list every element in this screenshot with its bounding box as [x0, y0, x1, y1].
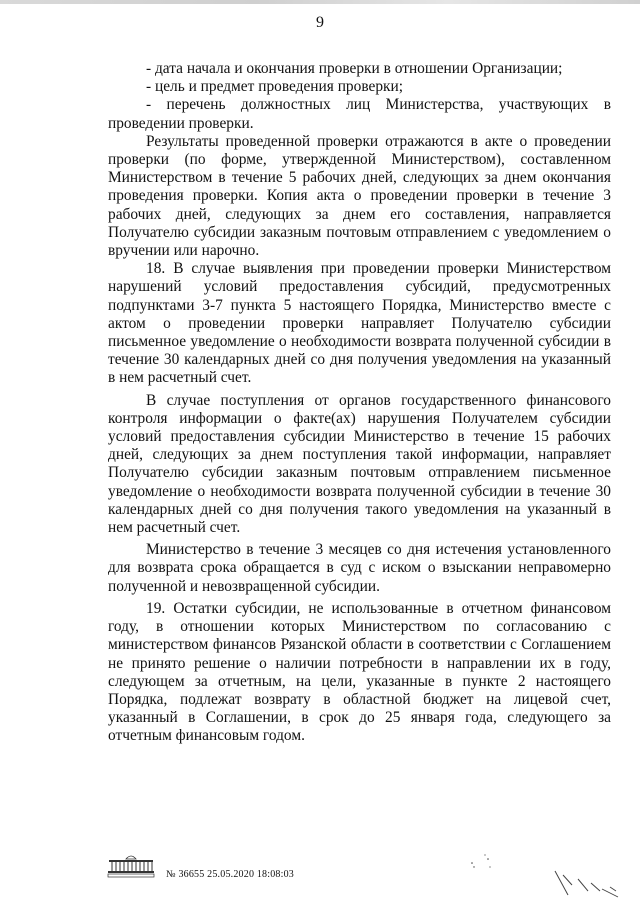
paragraph-financial-control: В случае поступления от органов государственного финансового контроля информации о факте(ах) нарушения Получателем субсидии условий предоставления субсидии Министерство в течение 15 рабочих дней, следующих за днем поступления такой информации, направляет Получателю субсидии заказным почтовым отправлением письменное уведомление о необходимости возврата полученной субсидии в течение 30 календарных дней со дня получения такого уведомления на указанный в нем расчетный счет. — [108, 391, 611, 537]
scan-edge — [0, 0, 640, 4]
list-item-officials: - перечень должностных лиц Министерства, участвующих в проведении проверки. — [108, 96, 611, 132]
list-item-dates: - дата начала и окончания проверки в отношении Организации; — [146, 60, 563, 77]
document-registration-id: № 36655 25.05.2020 18:08:03 — [166, 869, 294, 880]
list-item-goal: - цель и предмет проведения проверки; — [146, 78, 404, 96]
paragraph-19: 19. Остатки субсидии, не использованные в отчетном финансовом году, в отношении которых Министерством по согласованию с министерством финансов Рязанской области в соответствии с Соглашением не принято решение о наличии потребности в направлении их в году, следующем за отчетным, на цели, указанные в пункте 2 настоящего Порядка, подлежат возврату в областной бюджет на лицевой счет, указанный в Соглашении, в срок до 25 января года, следующего за отчетным финансовым годом. — [108, 599, 611, 745]
page-number: 9 — [316, 14, 324, 31]
paragraph-inspection-results: Результаты проведенной проверки отражаются в акте о проведении проверки (по форме, утвержденной Министерством), составленном Министерством в течение 5 рабочих дней, следующих за днем окончания проведения проверки. Копия акта о проведении проверки в течение 3 рабочих дней, следующих за днем его составления, направляется Получателю субсидии заказным почтовым отправлением с уведомлением о вручении или нарочно. — [108, 132, 611, 260]
government-building-logo — [106, 853, 156, 879]
document-body — [108, 60, 611, 746]
signature-marks — [460, 845, 630, 900]
paragraph-18: 18. В случае выявления при проведении проверки Министерством нарушений условий предоставления субсидий, предусмотренных подпунктами 3-7 пункта 5 настоящего Порядка, Министерство вместе с актом о проведении проверки направляет Получателю субсидии письменное уведомление о необходимости возврата полученной субсидии в течение 30 календарных дней со дня получения уведомления на указанный в нем расчетный счет. — [108, 260, 611, 387]
paragraph-court-claim: Министерство в течение 3 месяцев со дня истечения установленного для возврата срока обращается в суд с иском о взыскании неправомерно полученной и невозвращенной субсидии. — [108, 541, 611, 595]
